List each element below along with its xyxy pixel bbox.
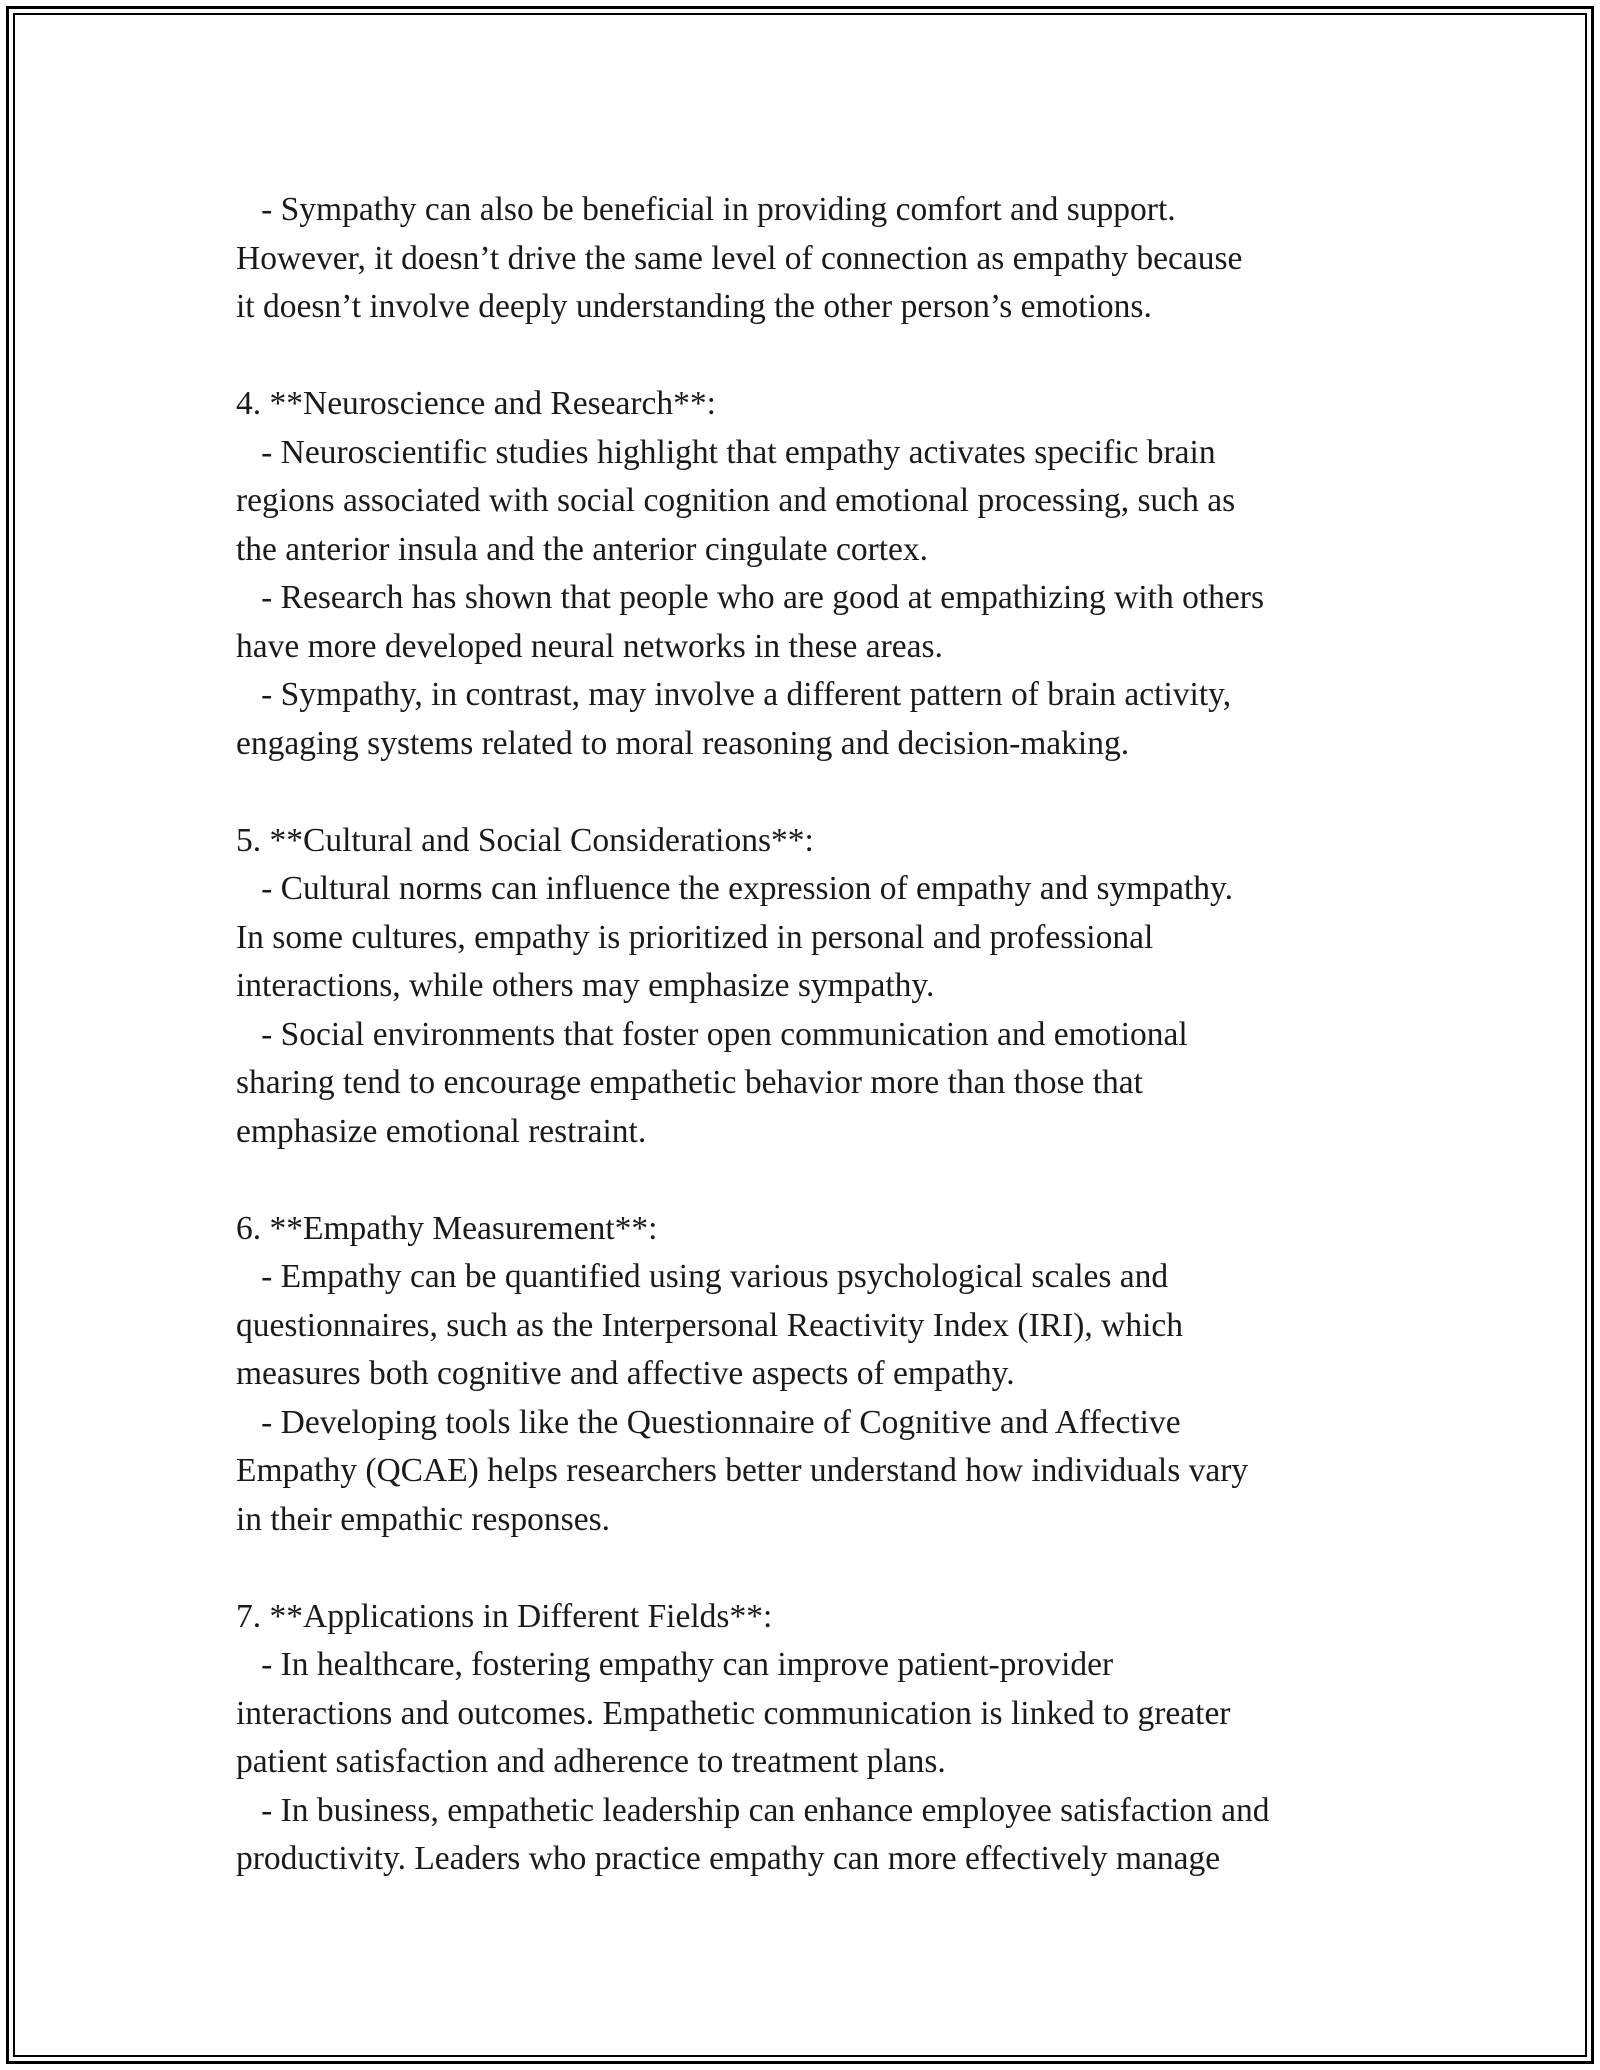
text-line: - In healthcare, fostering empathy can improve patient-provider	[236, 1646, 1114, 1683]
blank-line	[236, 332, 1406, 381]
text-line: productivity. Leaders who practice empathy can more effectively manage	[236, 1840, 1221, 1877]
text-line: measures both cognitive and affective aspects of empathy.	[236, 1355, 1015, 1392]
blank-line	[236, 1156, 1406, 1205]
text-line: 6. **Empathy Measurement**:	[236, 1209, 658, 1247]
text-line: 4. **Neuroscience and Research**:	[236, 385, 716, 422]
blank-line	[236, 1544, 1406, 1593]
text-line: - Cultural norms can influence the expression of empathy and sympathy.	[236, 870, 1233, 907]
text-line: Empathy (QCAE) helps researchers better understand how individuals vary	[236, 1452, 1249, 1489]
text-line: engaging systems related to moral reasoning and decision-making.	[236, 724, 1130, 762]
text-line: questionnaires, such as the Interpersonal Reactivity Index (IRI), which	[236, 1306, 1184, 1344]
text-line: - Developing tools like the Questionnaire of Cognitive and Affective	[236, 1403, 1181, 1441]
blank-line	[236, 768, 1406, 817]
text-line: it doesn’t involve deeply understanding the other person’s emotions.	[236, 288, 1152, 325]
text-line: sharing tend to encourage empathetic behavior more than those that	[236, 1064, 1143, 1101]
text-line: - Neuroscientific studies highlight that empathy activates specific brain	[236, 433, 1216, 471]
text-line: - Social environments that foster open communication and emotional	[236, 1015, 1188, 1053]
text-line: However, it doesn’t drive the same level of connection as empathy because	[236, 239, 1243, 277]
text-line: patient satisfaction and adherence to treatment plans.	[236, 1743, 946, 1780]
text-line: have more developed neural networks in these areas.	[236, 627, 943, 665]
text-line: 5. **Cultural and Social Considerations**:	[236, 821, 814, 859]
text-line: - Sympathy, in contrast, may involve a different pattern of brain activity,	[236, 676, 1232, 713]
text-line: interactions, while others may emphasize sympathy.	[236, 967, 935, 1004]
text-line: regions associated with social cognition and emotional processing, such as	[236, 482, 1236, 519]
text-line: in their empathic responses.	[236, 1500, 610, 1538]
text-line: - In business, empathetic leadership can enhance employee satisfaction and	[236, 1791, 1270, 1829]
text-line: In some cultures, empathy is prioritized in personal and professional	[236, 918, 1154, 956]
text-line: - Research has shown that people who are good at empathizing with others	[236, 579, 1264, 616]
text-line: - Empathy can be quantified using various psychological scales and	[236, 1258, 1169, 1295]
text-line: emphasize emotional restraint.	[236, 1112, 647, 1150]
text-line: interactions and outcomes. Empathetic communication is linked to greater	[236, 1694, 1231, 1732]
document-body	[236, 186, 1406, 1884]
text-line: 7. **Applications in Different Fields**:	[236, 1597, 773, 1635]
text-line: the anterior insula and the anterior cingulate cortex.	[236, 530, 929, 568]
text-line: - Sympathy can also be beneficial in providing comfort and support.	[236, 191, 1176, 228]
